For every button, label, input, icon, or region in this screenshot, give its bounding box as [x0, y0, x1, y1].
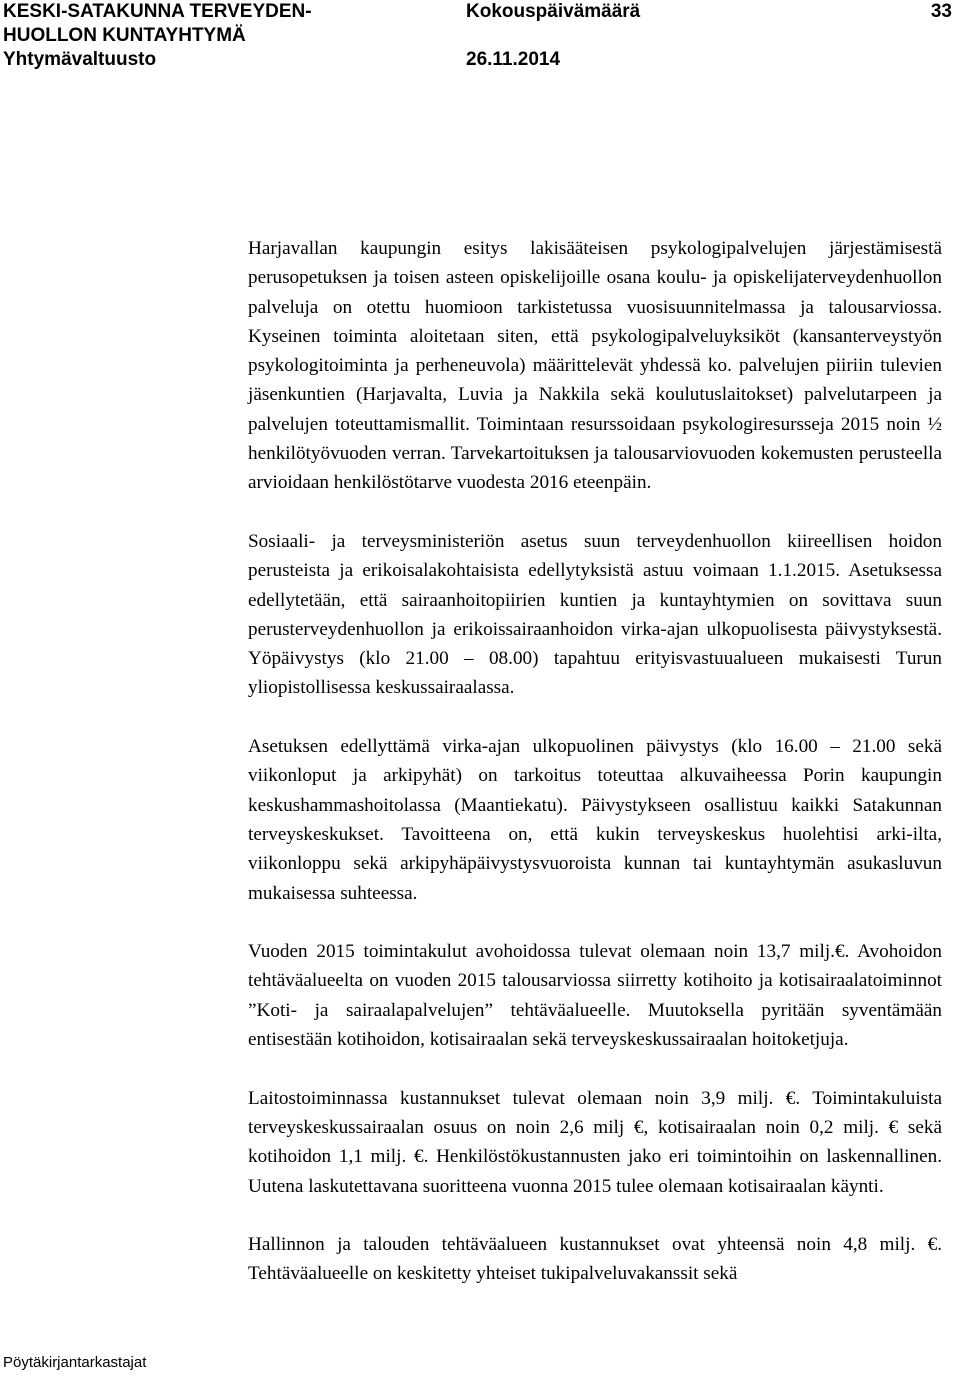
paragraph-psychology-services: Harjavallan kaupungin esitys lakisääteisen psykologipalvelujen järjestämisestä perusopetuksen ja toisen asteen opiskelijoille osana koulu- ja opiskelijaterveydenhuollon palveluja on otettu huomioon tarkistetussa vuosisuunnitelmassa ja talousarviossa. Kyseinen toiminta aloitetaan siten, että psykologipalveluyksiköt (kansanterveystyön psykologitoiminta ja perheneuvola) määrittelevät yhdessä ko. palvelujen piiriin tulevien jäsenkuntien (Harjavalta, Luvia ja Nakkila sekä koulutuslaitokset) palvelutarpeen ja palvelujen toteuttamismallit. Toimintaan resurssoidaan psykologiresursseja 2015 noin ½ henkilötyövuoden verran. Tarvekartoituksen ja talousarviovuoden kokemusten perusteella arvioidaan henkilöstötarve vuodesta 2016 eteenpäin. [248, 238, 942, 494]
meeting-date-label: Kokouspäivämäärä [466, 1, 641, 22]
paragraph-dental-on-call: Asetuksen edellyttämä virka-ajan ulkopuolinen päivystys (klo 16.00 – 21.00 sekä viikonloput ja arkipyhät) on tarkoitus toteuttaa alkuvaiheessa Porin kaupungin keskushammashoitolassa (Maantiekatu). Päivystykseen osallistuu kaikki Satakunnan terveyskeskukset. Tavoitteena on, että kukin terveyskeskus huolehtisi arki-ilta, viikonloppu sekä arkipyhäpäivystysvuoroista kunnan tai kuntayhtymän asukasluvun mukaisessa suhteessa. [248, 736, 942, 904]
paragraph-administration-costs: Hallinnon ja talouden tehtäväalueen kustannukset ovat yhteensä noin 4,8 milj. €. Tehtäväalueelle on keskitetty yhteiset tukipalveluvakanssit sekä [248, 1234, 942, 1285]
document-body [248, 234, 942, 1289]
organization-name-line1: KESKI-SATAKUNNA TERVEYDEN- [3, 1, 312, 22]
paragraph-institutional-costs: Laitostoiminnassa kustannukset tulevat olemaan noin 3,9 milj. €. Toimintakuluista terveyskeskussairaalan osuus on noin 2,6 milj €, kotisairaalan noin 0,2 milj. € sekä kotihoidon 1,1 milj. €. Henkilöstökustannusten jako eri toimintoihin on laskennallinen. Uutena laskutettavana suoritteena vuonna 2015 tulee olemaan kotisairaalan käynti. [248, 1087, 942, 1197]
organization-name-line2: HUOLLON KUNTAYHTYMÄ [3, 25, 246, 46]
paragraph-dental-emergency-decree: Sosiaali- ja terveysministeriön asetus suun terveydenhuollon kiireellisen hoidon perusteista ja erikoisalakohtaisista edellytyksistä astuu voimaan 1.1.2015. Asetuksessa edellytetään, että sairaanhoitopiirien kuntien ja kuntayhtymien on sovittava suun perusterveydenhuollon ja erikoissairaanhoidon virka-ajan ulkopuolisesta päivystyksestä. Yöpäivystys (klo 21.00 – 08.00) tapahtuu erityisvastuualueen mukaisesti Turun yliopistollisessa keskussairaalassa. [248, 530, 942, 699]
meeting-date-block [466, 0, 640, 72]
page-number: 33 [930, 1, 952, 22]
meeting-body-name: Yhtymävaltuusto [3, 49, 157, 70]
meeting-date-value: 26.11.2014 [466, 49, 561, 70]
paragraph-outpatient-costs: Vuoden 2015 toimintakulut avohoidossa tulevat olemaan noin 13,7 milj.€. Avohoidon tehtäväalueelta on vuoden 2015 talousarviossa siirretty kotihoito ja kotisairaalatoiminnot ”Koti- ja sairaalapalvelujen” tehtäväalueelle. Muutoksella pyritään syventämään entisestään kotihoidon, kotisairaalan sekä terveyskeskussairaalan hoitoketjuja. [248, 941, 942, 1051]
organization-block [3, 0, 312, 72]
minutes-checkers-label: Pöytäkirjantarkastajat [3, 1354, 147, 1371]
